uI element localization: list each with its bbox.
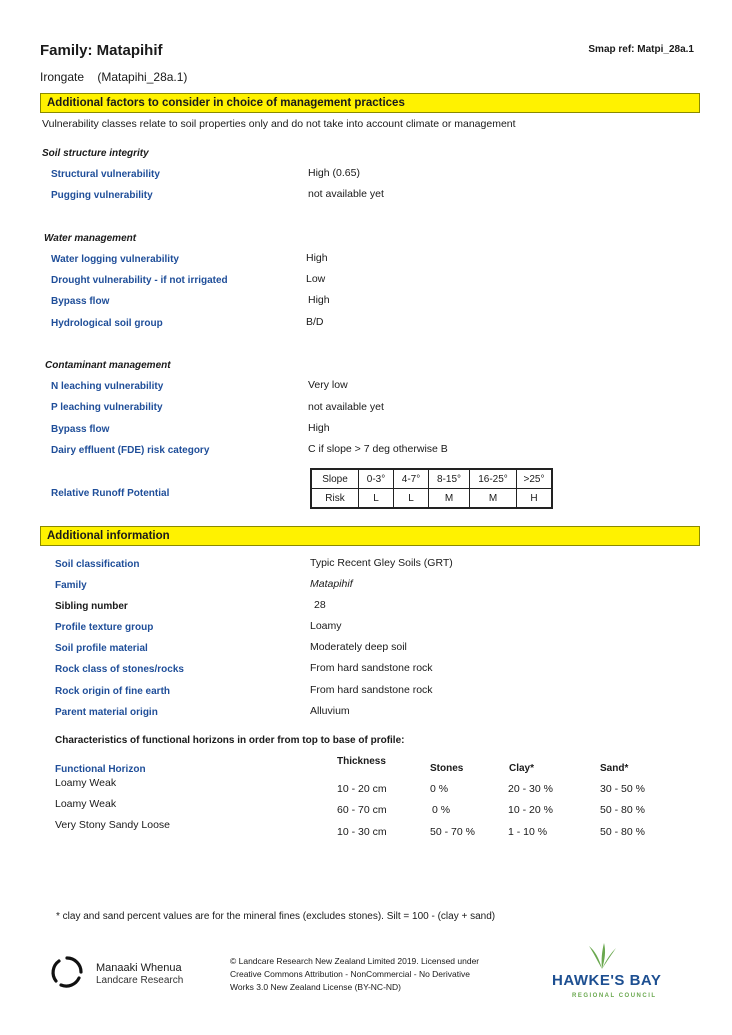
sibling-number-label: Sibling number <box>55 601 128 612</box>
hawkes-bay-name: HAWKE'S BAY <box>552 972 662 989</box>
n-leaching-value: Very low <box>308 379 348 391</box>
runoff-cell: H <box>517 489 553 509</box>
family-label: Family <box>55 580 87 591</box>
profile-material-label: Soil profile material <box>55 643 148 654</box>
bypass-flow-label-water: Bypass flow <box>51 296 110 307</box>
runoff-potential-label: Relative Runoff Potential <box>51 488 170 499</box>
runoff-risk-row <box>311 489 552 509</box>
runoff-cell: Slope <box>311 469 359 489</box>
parent-material-label: Parent material origin <box>55 707 158 718</box>
vulnerability-note: Vulnerability classes relate to soil properties only and do not take into account climate or management <box>42 118 516 130</box>
horizon-name: Loamy Weak <box>55 798 117 810</box>
n-leaching-label: N leaching vulnerability <box>51 381 164 392</box>
horizon-clay: 1 - 10 % <box>508 826 548 838</box>
rock-class-label: Rock class of stones/rocks <box>55 664 184 675</box>
horizon-thickness: 10 - 30 cm <box>337 826 387 838</box>
family-value: Matapihif <box>310 578 353 590</box>
landcare-logo-icon <box>50 955 84 989</box>
horizon-sand: 30 - 50 % <box>600 783 645 795</box>
rock-origin-value: From hard sandstone rock <box>310 684 433 696</box>
profile-material-value: Moderately deep soil <box>310 641 407 653</box>
horizon-stones: 0 % <box>432 804 451 816</box>
dairy-effluent-value: C if slope > 7 deg otherwise B <box>308 443 448 455</box>
sand-column-header: Sand* <box>600 763 629 774</box>
runoff-table <box>310 468 553 509</box>
runoff-cell: M <box>470 489 517 509</box>
stones-column-header: Stones <box>430 763 464 774</box>
soil-structure-heading: Soil structure integrity <box>42 148 149 159</box>
sibling-number-value: 28 <box>314 599 326 611</box>
dairy-effluent-label: Dairy effluent (FDE) risk category <box>51 445 210 456</box>
runoff-cell: 4-7° <box>394 469 429 489</box>
horizon-column-header: Functional Horizon <box>55 764 146 775</box>
water-logging-value: High <box>306 252 328 264</box>
horizon-stones: 50 - 70 % <box>430 826 475 838</box>
texture-group-value: Loamy <box>310 620 342 632</box>
runoff-cell: >25° <box>517 469 553 489</box>
landcare-sub: Landcare Research <box>96 975 184 986</box>
hydrological-group-label: Hydrological soil group <box>51 318 163 329</box>
horizon-clay: 10 - 20 % <box>508 804 553 816</box>
horizon-thickness: 60 - 70 cm <box>337 804 387 816</box>
horizon-sand: 50 - 80 % <box>600 804 645 816</box>
thickness-column-header: Thickness <box>337 756 386 767</box>
structural-vulnerability-value: High (0.65) <box>308 167 360 179</box>
runoff-cell: 8-15° <box>429 469 470 489</box>
water-logging-label: Water logging vulnerability <box>51 254 179 265</box>
hydrological-group-value: B/D <box>306 316 324 328</box>
water-management-heading: Water management <box>44 233 137 244</box>
footnote: * clay and sand percent values are for the mineral fines (excludes stones). Silt = 100 - (clay + sand) <box>56 911 496 922</box>
p-leaching-label: P leaching vulnerability <box>51 402 163 413</box>
soil-classification-label: Soil classification <box>55 559 140 570</box>
drought-vulnerability-value: Low <box>306 273 326 285</box>
runoff-cell: L <box>394 489 429 509</box>
runoff-cell: M <box>429 489 470 509</box>
subtitle: Irongate (Matapihi_28a.1) <box>40 70 188 84</box>
clay-column-header: Clay* <box>509 763 535 774</box>
bypass-flow-label-contaminant: Bypass flow <box>51 424 110 435</box>
horizon-stones: 0 % <box>430 783 449 795</box>
horizons-heading: Characteristics of functional horizons in order from top to base of profile: <box>55 735 405 746</box>
contaminant-management-heading: Contaminant management <box>45 360 171 371</box>
license-text: © Landcare Research New Zealand Limited 2019. Licensed under Creative Commons Attribution - NonCommercial - No Derivative Works 3.0 New Zealand License (BY-NC-ND) <box>230 956 480 992</box>
hawkes-bay-sub: REGIONAL COUNCIL <box>572 993 657 999</box>
runoff-cell: L <box>359 489 394 509</box>
horizon-sand: 50 - 80 % <box>600 826 645 838</box>
pugging-vulnerability-value: not available yet <box>308 188 384 200</box>
runoff-slope-row <box>311 469 552 489</box>
smap-ref: Smap ref: Matpi_28a.1 <box>588 44 694 55</box>
soil-classification-value: Typic Recent Gley Soils (GRT) <box>310 557 453 569</box>
pugging-vulnerability-label: Pugging vulnerability <box>51 190 153 201</box>
bypass-flow-value-water: High <box>308 294 330 306</box>
p-leaching-value: not available yet <box>308 401 384 413</box>
runoff-cell: Risk <box>311 489 359 509</box>
rock-class-value: From hard sandstone rock <box>310 662 433 674</box>
rock-origin-label: Rock origin of fine earth <box>55 686 171 697</box>
family-title: Family: Matapihif <box>40 42 163 59</box>
horizon-clay: 20 - 30 % <box>508 783 553 795</box>
runoff-cell: 16-25° <box>470 469 517 489</box>
additional-info-heading: Additional information <box>40 526 700 546</box>
runoff-cell: 0-3° <box>359 469 394 489</box>
structural-vulnerability-label: Structural vulnerability <box>51 169 160 180</box>
horizon-thickness: 10 - 20 cm <box>337 783 387 795</box>
bypass-flow-value-contaminant: High <box>308 422 330 434</box>
horizon-name: Very Stony Sandy Loose <box>55 819 170 831</box>
hawkes-bay-leaf-icon <box>585 942 619 970</box>
parent-material-value: Alluvium <box>310 705 350 717</box>
drought-vulnerability-label: Drought vulnerability - if not irrigated <box>51 275 228 286</box>
texture-group-label: Profile texture group <box>55 622 154 633</box>
landcare-name: Manaaki Whenua <box>96 962 182 974</box>
horizon-name: Loamy Weak <box>55 777 117 789</box>
factors-heading: Additional factors to consider in choice of management practices <box>40 93 700 113</box>
